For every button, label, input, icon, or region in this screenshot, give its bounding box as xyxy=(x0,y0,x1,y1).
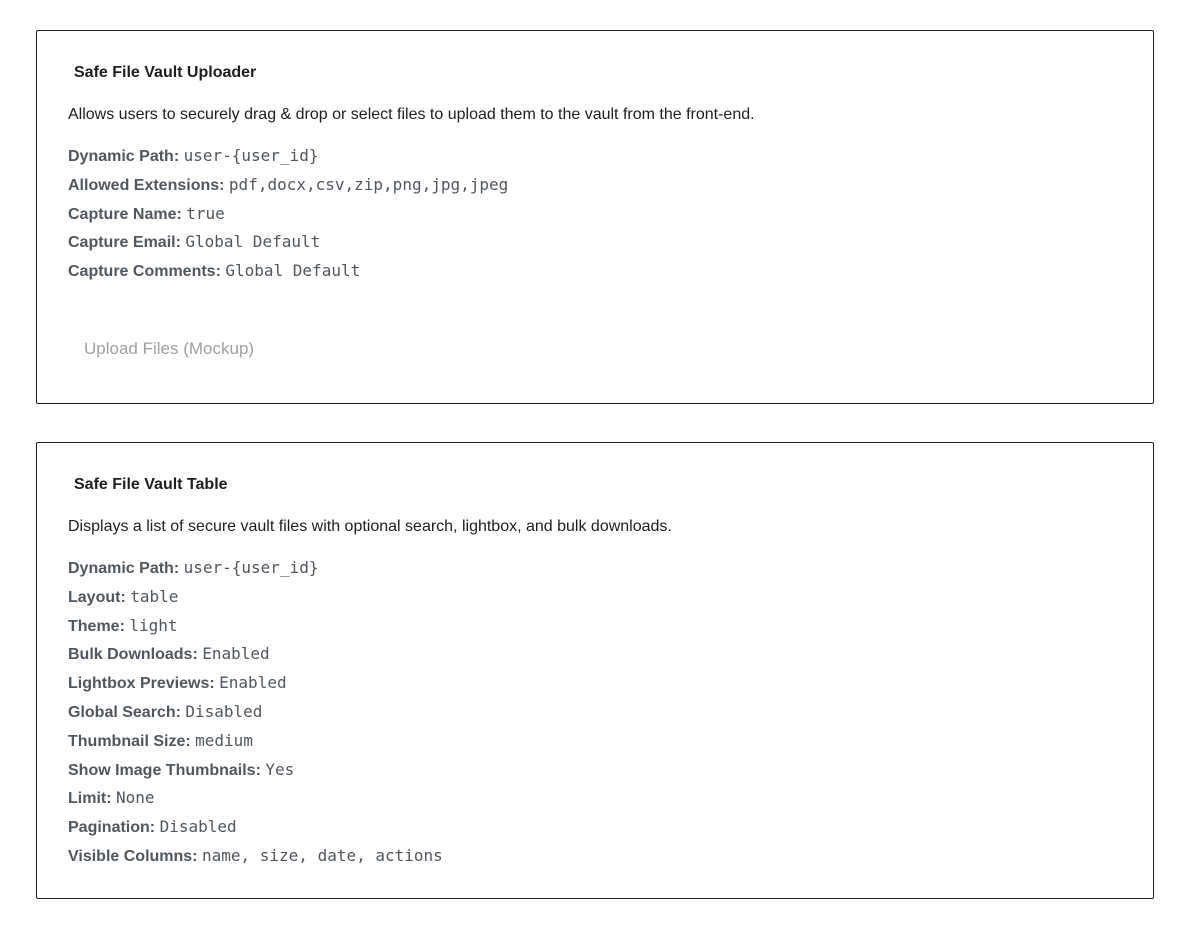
prop-show-image-thumbnails xyxy=(68,760,443,789)
prop-value: light xyxy=(129,615,178,635)
uploader-card xyxy=(36,30,1154,404)
prop-label: Allowed Extensions: xyxy=(68,176,225,194)
uploader-description: Allows users to securely drag & drop or select files to upload them to the vault from the front-end. xyxy=(68,106,755,123)
prop-pagination xyxy=(68,817,443,846)
prop-value: name, size, date, actions xyxy=(201,845,443,865)
prop-label: Pagination: xyxy=(68,819,156,837)
uploader-title: Safe File Vault Uploader xyxy=(74,64,257,81)
prop-label: Capture Email: xyxy=(68,234,181,252)
upload-files-button[interactable]: Upload Files (Mockup) xyxy=(74,332,264,366)
prop-value: Global Default xyxy=(225,261,361,281)
uploader-properties xyxy=(68,146,508,290)
prop-value: Enabled xyxy=(202,644,270,664)
prop-lightbox-previews xyxy=(68,673,443,702)
prop-label: Visible Columns: xyxy=(68,847,198,865)
prop-thumbnail-size xyxy=(68,731,443,760)
prop-dynamic-path xyxy=(68,558,443,587)
prop-value: Disabled xyxy=(185,701,263,721)
table-title: Safe File Vault Table xyxy=(74,476,228,493)
prop-bulk-downloads xyxy=(68,644,443,673)
prop-label: Dynamic Path: xyxy=(68,148,180,165)
prop-value: Global Default xyxy=(185,232,321,252)
prop-label: Bulk Downloads: xyxy=(68,646,198,664)
prop-label: Theme: xyxy=(68,617,125,635)
prop-global-search xyxy=(68,702,443,731)
prop-label: Lightbox Previews: xyxy=(68,675,215,693)
prop-label: Dynamic Path: xyxy=(68,560,180,577)
prop-limit xyxy=(68,788,443,817)
prop-value: true xyxy=(186,203,225,223)
prop-capture-name xyxy=(68,204,508,233)
prop-value: Yes xyxy=(265,759,295,779)
prop-label: Show Image Thumbnails: xyxy=(68,761,261,779)
vault-table-card xyxy=(36,442,1154,899)
prop-allowed-extensions xyxy=(68,175,508,204)
prop-label: Thumbnail Size: xyxy=(68,732,191,750)
prop-value: user-{user_id} xyxy=(183,558,319,577)
table-properties xyxy=(68,558,443,875)
prop-label: Layout: xyxy=(68,588,126,606)
prop-label: Limit: xyxy=(68,790,112,808)
prop-label: Global Search: xyxy=(68,703,181,721)
prop-visible-columns xyxy=(68,846,443,875)
prop-layout xyxy=(68,587,443,616)
prop-value: medium xyxy=(195,730,253,750)
prop-capture-comments xyxy=(68,261,508,290)
table-description: Displays a list of secure vault files with optional search, lightbox, and bulk downloads. xyxy=(68,518,672,535)
prop-dynamic-path xyxy=(68,146,508,175)
prop-value: pdf,docx,csv,zip,png,jpg,jpeg xyxy=(228,174,509,194)
prop-value: None xyxy=(116,788,155,808)
prop-label: Capture Comments: xyxy=(68,263,221,281)
prop-theme xyxy=(68,616,443,645)
prop-value: Disabled xyxy=(159,817,237,837)
prop-capture-email xyxy=(68,232,508,261)
prop-label: Capture Name: xyxy=(68,205,182,223)
prop-value: Enabled xyxy=(219,673,287,693)
prop-value: user-{user_id} xyxy=(183,146,319,165)
prop-value: table xyxy=(130,586,179,606)
